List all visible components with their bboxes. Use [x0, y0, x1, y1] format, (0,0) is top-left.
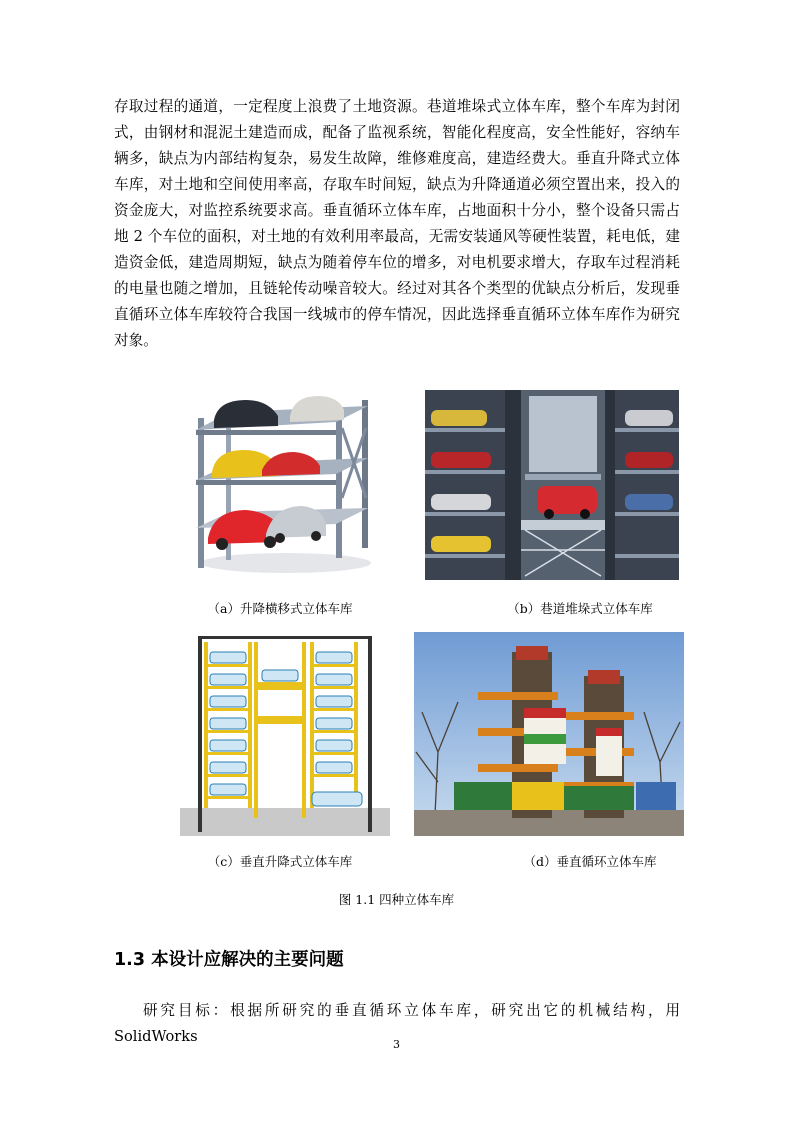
intro-paragraph: 存取过程的通道，一定程度上浪费了土地资源。巷道堆垛式立体车库，整个车库为封闭式，由钢材和混泥土建造而成，配备了监视系统，智能化程度高，安全性能好，容纳车辆多，缺点为内部结构复杂，易发生故障，维修难度高，建造经费大。垂直升降式立体车库，对土地和空间使用率高，存取车时间短，缺点为升降通道必须空置出来，投入的资金庞大，对监控系统要求高。垂直循环立体车库，占地面积十分小，整个设备只需占地 2 个车位的面积，对土地的有效利用率最高，无需安装通风等硬性装置，耗电低，建造资金低，建造周期短，缺点为随着停车位的增多，对电机要求增大，存取车过程消耗的电量也随之增加，且链轮传动噪音较大。经过对其各个类型的优缺点分析后，发现垂直循环立体车库较符合我国一线城市的停车情况，因此选择垂直循环立体车库作为研究对象。	[114, 98, 680, 349]
page-number: 3	[393, 1038, 400, 1051]
figure-b-aisle-stacker-garage	[425, 390, 679, 580]
figure-c-vertical-lift-garage	[180, 632, 390, 836]
figure-a-lift-slide-garage	[186, 388, 376, 580]
caption-b: （b）巷道堆垛式立体车库	[507, 601, 653, 616]
section-paragraph: 研究目标：根据所研究的垂直循环立体车库，研究出它的机械结构，用 SolidWorks	[114, 1002, 680, 1045]
figure-title: 图 1.1 四种立体车库	[338, 892, 455, 907]
figure-d-vertical-circulation-garage	[414, 632, 684, 836]
caption-d: （d）垂直循环立体车库	[523, 854, 657, 869]
caption-c: （c）垂直升降式立体车库	[207, 854, 353, 869]
caption-a: （a）升降横移式立体车库	[207, 601, 353, 616]
section-heading: 1.3 本设计应解决的主要问题	[114, 950, 344, 970]
